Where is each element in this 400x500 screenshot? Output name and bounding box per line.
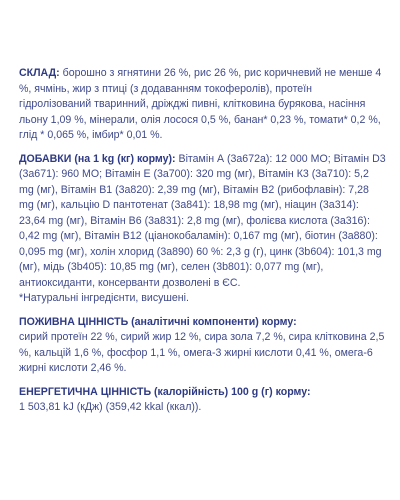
additives-heading: ДОБАВКИ (на 1 kg (кг) корму): xyxy=(19,152,176,165)
nutrition-text: сирий протеїн 22 %, сирий жир 12 %, сира зола 7,2 %, сира клітковина 2,5 %, кальцій 1,6 %, фосфор 1,1 %, омега-3 жирні кислоти 0,41 %, омега-6 жирні кислоти 2,46 %. xyxy=(19,331,385,374)
ingredients-text: борошно з ягнятини 26 %, рис 26 %, рис коричневий не менше 4 %, ячмінь, жир з птиці (з додаванням токоферолів), протеїн гідролізований тваринний, дріжджі пивні, клітковина бурякова, насіння льону 1,09 %, мінерали, олія лосося 0,5 %, банан* 0,23 %, томати* 0,2 %, глід * 0,065 %, імбир* 0,01 %. xyxy=(19,67,382,141)
nutrition-heading: ПОЖИВНА ЦІННІСТЬ (аналітичні компоненти) корму: xyxy=(19,315,297,328)
additives-text: Вітамін А (3а672а): 12 000 МО; Вітамін D3 (3а671): 960 МО; Вітамін Е (3а700): 320 mg (мг), Вітамін К3 (3а710): 5,2 mg (мг), Вітамін В1 (3а820): 2,39 mg (мг), Вітамін В2 (рибофлавін): 7,28 mg (мг), кальцію D пантотенат (3а841): 18,98 mg (мг), ніацин (3а314): 23,64 mg (мг), Вітамін В6 (3а831): 2,8 mg (мг), фолієва кислота (3а316): 0,42 mg (мг), Вітамін В12 (ціанокобаламін): 0,167 mg (мг), біотин (3а880): 0,095 mg (мг), холін хлорид (3а890) 60 %: 2,3 g (г), цинк (3b604): 101,3 mg (мг), мідь (3b405): 10,85 mg (мг), селен (3b801): 0,077 mg (мг), антиоксиданти, консерванти дозволені в ЄС. xyxy=(19,152,386,289)
additives-footnote: *Натуральні інгредієнти, висушені. xyxy=(19,292,189,304)
nutrition-section xyxy=(19,315,386,377)
ingredients-heading: СКЛАД: xyxy=(19,67,60,79)
energy-heading: ЕНЕРГЕТИЧНА ЦІННІСТЬ (калорійність) 100 g (г) корму: xyxy=(19,385,311,398)
ingredients-section xyxy=(19,66,386,144)
additives-section xyxy=(19,152,386,307)
energy-text: 1 503,81 kJ (кДж) (359,42 kkal (ккал)). xyxy=(19,401,202,413)
energy-section xyxy=(19,385,386,416)
